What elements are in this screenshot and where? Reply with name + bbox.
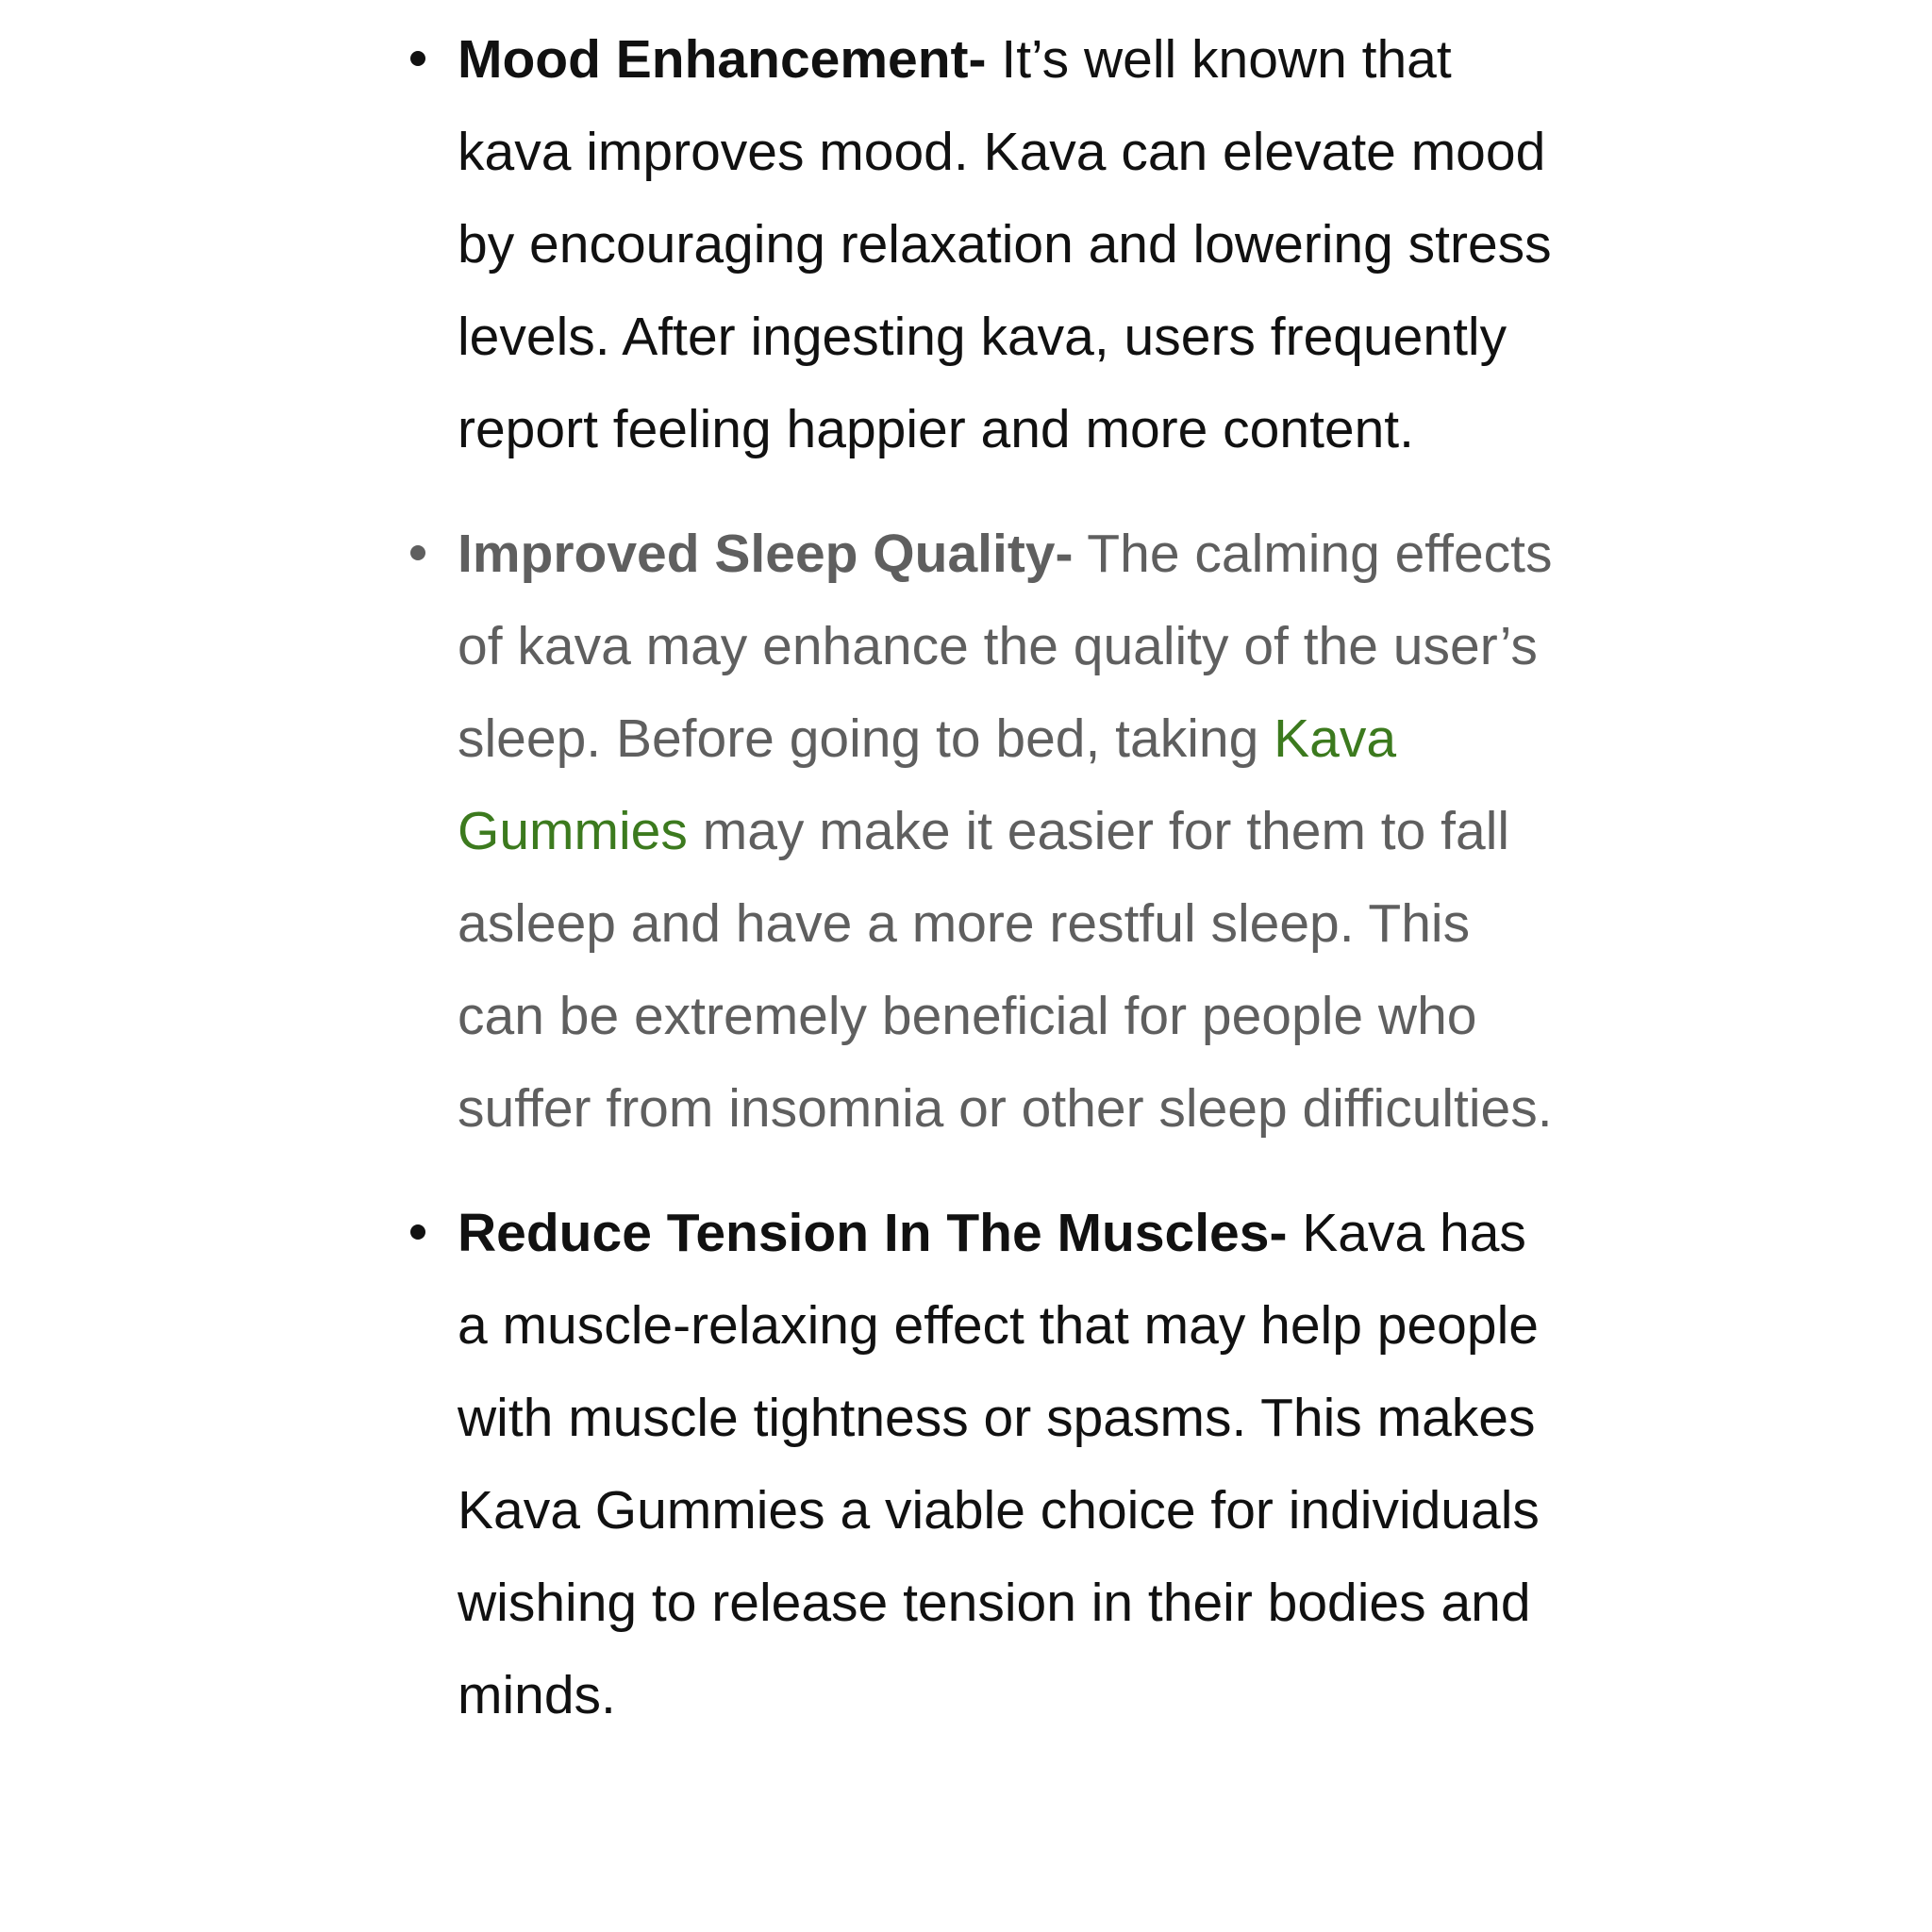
benefit-text: It’s well known that kava improves mood. Kava can elevate mood by encouraging relaxation and lowering stress levels. After ingesting kava, users frequently report feeling happier and more content. (458, 29, 1552, 459)
bullet-icon (410, 51, 425, 66)
benefit-text: The calming effects of kava may enhance the quality of the user’s sleep. Before going to bed, taking (458, 524, 1553, 769)
benefit-item-mood-enhancement (458, 13, 1571, 475)
benefit-text: may make it easier for them to fall asleep and have a more restful sleep. This can be extremely beneficial for people who suffer from insomnia or other sleep difficulties. (458, 801, 1553, 1139)
bullet-icon (410, 1224, 425, 1240)
benefit-title: Improved Sleep Quality- (458, 524, 1074, 584)
bullet-icon (410, 545, 425, 560)
benefit-item-reduce-muscle-tension (458, 1187, 1571, 1741)
benefits-list (458, 13, 1571, 1774)
benefit-title: Reduce Tension In The Muscles- (458, 1203, 1288, 1263)
benefit-item-improved-sleep-quality (458, 508, 1571, 1155)
kava-gummies-link[interactable]: Kava Gummies (458, 708, 1397, 861)
benefit-text: Kava has a muscle-relaxing effect that may help people with muscle tightness or spasms. This makes Kava Gummies a viable choice for individuals wishing to release tension in their bodies and minds. (458, 1203, 1540, 1725)
benefit-title: Mood Enhancement- (458, 29, 987, 90)
